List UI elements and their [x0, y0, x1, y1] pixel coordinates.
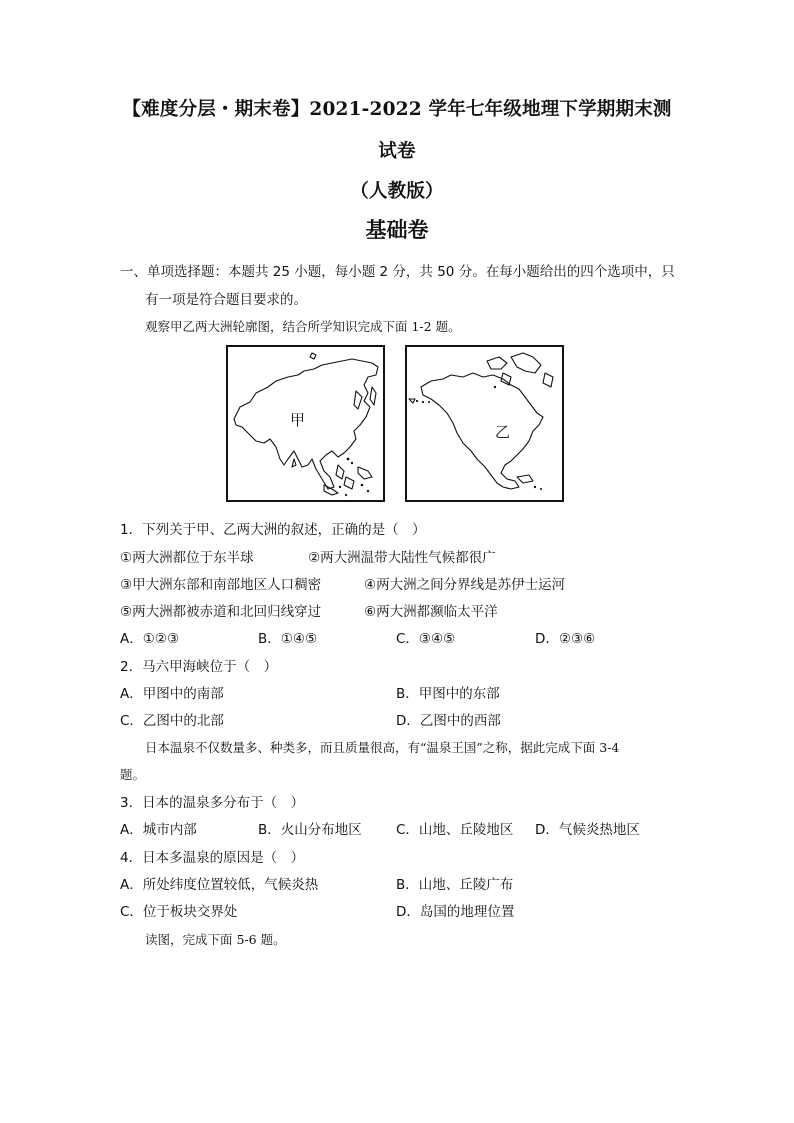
q1-option-b[interactable]: B．①④⑤ — [258, 631, 318, 647]
map-yi-label: 乙 — [495, 423, 511, 441]
part1-intro-line2: 有一项是符合题目要求的。 — [145, 292, 307, 308]
q3-option-b[interactable]: B．火山分布地区 — [258, 822, 362, 838]
map-jia-label: 甲 — [290, 411, 306, 429]
q4-option-d[interactable]: D．岛国的地理位置 — [396, 904, 515, 920]
map-yi — [405, 345, 564, 502]
q1-statement-4: ④两大洲之间分界线是苏伊士运河 — [364, 577, 566, 593]
q1-statement-6: ⑥两大洲都濒临太平洋 — [364, 604, 498, 620]
material-2-line1: 日本温泉不仅数量多、种类多，而且质量很高，有“温泉王国”之称，据此完成下面 3-4 — [145, 740, 620, 755]
q4-option-a[interactable]: A．所处纬度位置较低，气候炎热 — [120, 877, 319, 893]
q2-option-d[interactable]: D．乙图中的西部 — [396, 713, 501, 729]
q3-option-d[interactable]: D．气候炎热地区 — [535, 822, 640, 838]
q3-option-c[interactable]: C．山地、丘陵地区 — [396, 822, 514, 838]
q2-option-b[interactable]: B．甲图中的东部 — [396, 686, 500, 702]
q4-option-b[interactable]: B．山地、丘陵广布 — [396, 877, 514, 893]
q2-stem: 2．马六甲海峡位于（ ） — [120, 659, 278, 675]
q1-statement-5: ⑤两大洲都被赤道和北回归线穿过 — [120, 604, 322, 620]
q3-stem: 3．日本的温泉多分布于（ ） — [120, 795, 305, 811]
paper-title-line2: 试卷 — [378, 141, 416, 162]
q3-option-a[interactable]: A．城市内部 — [120, 822, 197, 838]
edition-label: （人教版） — [350, 181, 444, 202]
material-2-line2: 题。 — [120, 767, 146, 782]
q1-statement-1: ①两大洲都位于东半球 — [120, 550, 254, 566]
q1-option-c[interactable]: C．③④⑤ — [396, 631, 456, 647]
q4-stem: 4．日本多温泉的原因是（ ） — [120, 850, 305, 866]
q1-stem: 1．下列关于甲、乙两大洲的叙述，正确的是（ ） — [120, 522, 426, 538]
material-1-text: 观察甲乙两大洲轮廓图，结合所学知识完成下面 1-2 题。 — [145, 319, 461, 334]
q1-statement-3: ③甲大洲东部和南部地区人口稠密 — [120, 577, 322, 593]
q2-option-a[interactable]: A．甲图中的南部 — [120, 686, 224, 702]
q1-option-d[interactable]: D．②③⑥ — [535, 631, 596, 647]
material-3-text: 读图，完成下面 5-6 题。 — [145, 932, 286, 947]
north-america-outline-map-icon — [407, 347, 562, 500]
map-jia — [226, 345, 385, 502]
paper-title-line1: 【难度分层・期末卷】2021-2022 学年七年级地理下学期期末测 — [122, 99, 672, 120]
q2-option-c[interactable]: C．乙图中的北部 — [120, 713, 224, 729]
q1-option-a[interactable]: A．①②③ — [120, 631, 180, 647]
section-heading: 基础卷 — [365, 217, 429, 242]
q1-statement-2: ②两大洲温带大陆性气候都很广 — [308, 550, 496, 566]
part1-intro-line1: 一、单项选择题：本题共 25 小题，每小题 2 分，共 50 分。在每小题给出的四个选项中，只 — [120, 264, 675, 280]
asia-outline-map-icon — [228, 347, 383, 500]
q4-option-c[interactable]: C．位于板块交界处 — [120, 904, 238, 920]
